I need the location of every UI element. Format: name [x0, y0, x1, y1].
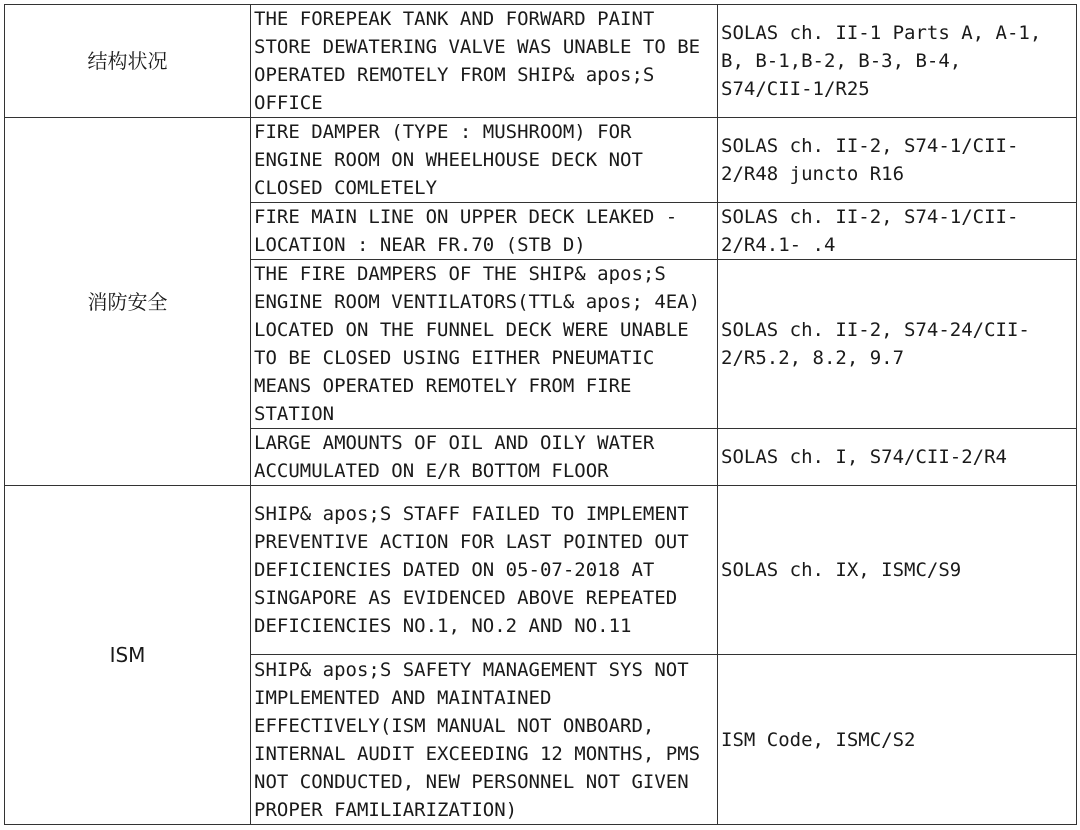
deficiency-description: THE FIRE DAMPERS OF THE SHIP& apos;S ENGINE ROOM VENTILATORS(TTL& apos; 4EA) LOCATED ON THE FUNNEL DECK WERE UNABLE TO BE CLOSED USING EITHER PNEUMATIC MEANS OPERATED REMOTELY FROM FIRE STATION — [251, 260, 718, 429]
deficiency-table — [4, 4, 1077, 825]
regulation-reference: SOLAS ch. II-2, S74-24/CII- 2/R5.2, 8.2, 9.7 — [718, 260, 1077, 429]
category-cell-fire-safety: 消防安全 — [5, 118, 251, 486]
regulation-reference: SOLAS ch. IX, ISMC/S9 — [718, 486, 1077, 655]
deficiency-description: LARGE AMOUNTS OF OIL AND OILY WATER ACCUMULATED ON E/R BOTTOM FLOOR — [251, 429, 718, 486]
deficiency-description: FIRE MAIN LINE ON UPPER DECK LEAKED - LOCATION : NEAR FR.70 (STB D) — [251, 203, 718, 260]
regulation-reference: SOLAS ch. II-2, S74-1/CII- 2/R48 juncto R16 — [718, 118, 1077, 203]
regulation-reference: SOLAS ch. II-1 Parts A, A-1, B, B-1,B-2, B-3, B-4, S74/CII-1/R25 — [718, 5, 1077, 118]
regulation-reference: SOLAS ch. I, S74/CII-2/R4 — [718, 429, 1077, 486]
regulation-reference: ISM Code, ISMC/S2 — [718, 655, 1077, 825]
table-row — [5, 118, 1077, 203]
deficiency-description: SHIP& apos;S STAFF FAILED TO IMPLEMENT PREVENTIVE ACTION FOR LAST POINTED OUT DEFICIENCIES DATED ON 05-07-2018 AT SINGAPORE AS EVIDENCED ABOVE REPEATED DEFICIENCIES NO.1, NO.2 AND NO.11 — [251, 486, 718, 655]
deficiency-description: THE FOREPEAK TANK AND FORWARD PAINT STORE DEWATERING VALVE WAS UNABLE TO BE OPERATED REMOTELY FROM SHIP& apos;S OFFICE — [251, 5, 718, 118]
table-row — [5, 486, 1077, 655]
deficiency-description: FIRE DAMPER (TYPE : MUSHROOM) FOR ENGINE ROOM ON WHEELHOUSE DECK NOT CLOSED COMLETELY — [251, 118, 718, 203]
deficiency-description: SHIP& apos;S SAFETY MANAGEMENT SYS NOT IMPLEMENTED AND MAINTAINED EFFECTIVELY(ISM MANUAL NOT ONBOARD, INTERNAL AUDIT EXCEEDING 12 MONTHS, PMS NOT CONDUCTED, NEW PERSONNEL NOT GIVEN PROPER FAMILIARIZATION) — [251, 655, 718, 825]
category-cell-ism: ISM — [5, 486, 251, 825]
table-row — [5, 5, 1077, 118]
category-cell-structure: 结构状况 — [5, 5, 251, 118]
regulation-reference: SOLAS ch. II-2, S74-1/CII- 2/R4.1- .4 — [718, 203, 1077, 260]
